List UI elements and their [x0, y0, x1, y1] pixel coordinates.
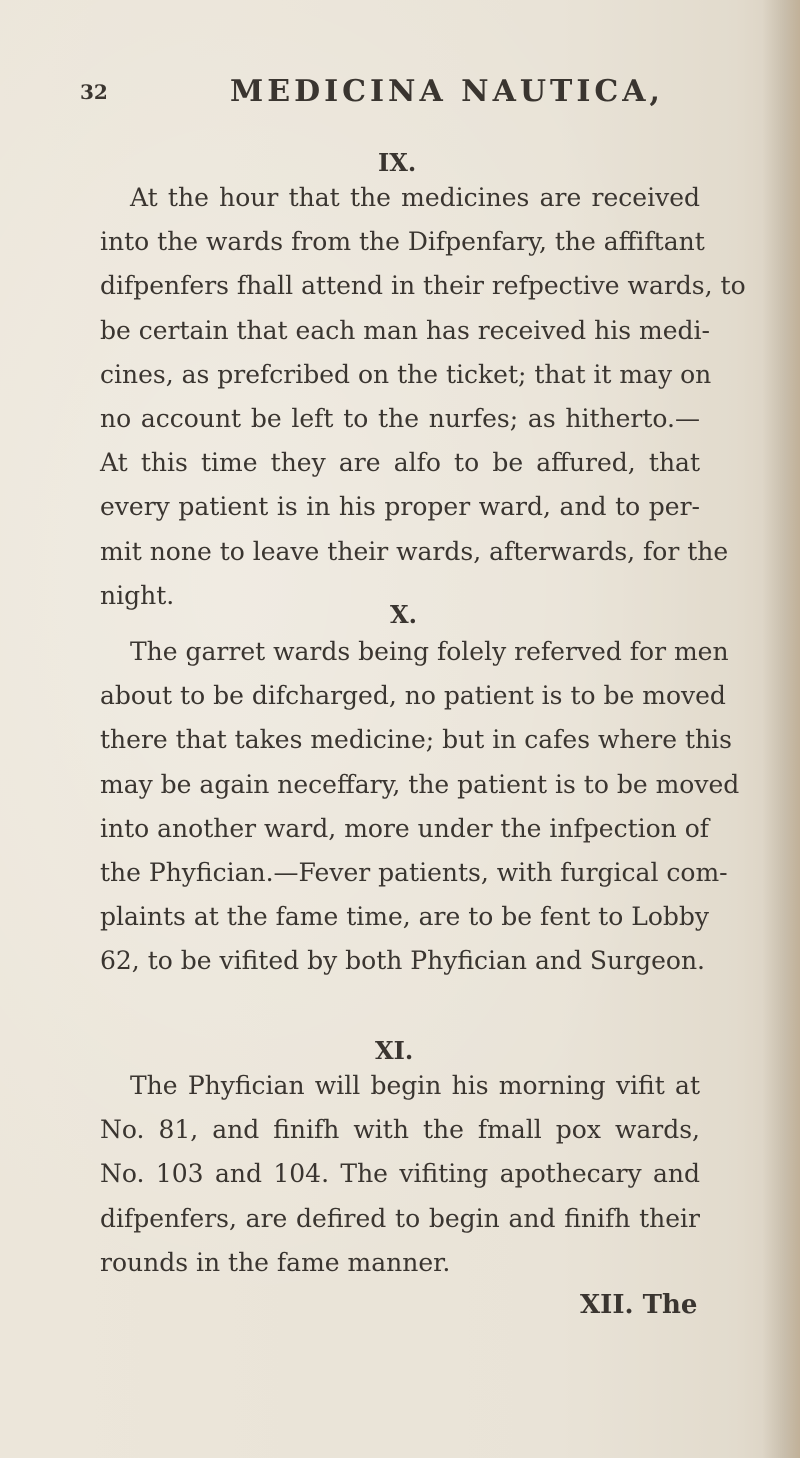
page-number: 32	[80, 80, 108, 104]
text-line: be certain that each man has received his medi-	[100, 315, 710, 345]
text-line: plaints at the fame time, are to be fent to Lobby	[100, 902, 710, 932]
text-line: no account be left to the nurfes; as hitherto.—	[100, 403, 700, 433]
text-line: may be again neceffary, the patient is to be moved	[100, 769, 740, 799]
text-line: At this time they are alfo to be affured, that	[100, 448, 700, 478]
text-line: the Phyfician.—Fever patients, with furgical com-	[100, 857, 728, 887]
section-ix-text	[100, 176, 746, 618]
text-line: about to be difcharged, no patient is to be moved	[100, 681, 726, 711]
section-number-xi: XI.	[375, 1036, 414, 1065]
catchword: XII. The	[580, 1290, 698, 1320]
text-line: cines, as prefcribed on the ticket; that it may on	[100, 359, 712, 389]
text-line: every patient is in his proper ward, and to per-	[100, 492, 700, 522]
section-number-ix: IX.	[378, 148, 417, 177]
text-line: The garret wards being folely referved for men	[130, 637, 729, 666]
text-line: No. 103 and 104. The vifiting apothecary and	[100, 1159, 700, 1189]
text-line: No. 81, and finifh with the fmall pox wards,	[100, 1115, 700, 1145]
text-line: night.	[100, 580, 175, 610]
text-line: rounds in the fame manner.	[100, 1247, 451, 1277]
text-line: difpenfers, are defired to begin and finifh their	[100, 1203, 700, 1233]
running-head: MEDICINA NAUTICA,	[230, 74, 664, 109]
page-header	[80, 74, 700, 114]
page-edge-shadow	[762, 0, 800, 1458]
text-line: into the wards from the Difpenfary, the affiftant	[100, 227, 705, 257]
text-line: At the hour that the medicines are received	[130, 183, 700, 212]
text-line: difpenfers fhall attend in their refpective wards, to	[100, 271, 746, 301]
section-x-text	[100, 630, 740, 984]
section-number-x: X.	[390, 600, 417, 629]
text-line: 62, to be vifited by both Phyfician and Surgeon.	[100, 946, 706, 976]
section-xi-text	[100, 1064, 700, 1285]
text-line: mit none to leave their wards, afterwards, for the	[100, 536, 729, 566]
text-line: into another ward, more under the infpection of	[100, 813, 710, 843]
text-line: there that takes medicine; but in cafes where this	[100, 725, 732, 755]
text-line: The Phyfician will begin his morning vifit at	[130, 1071, 700, 1100]
